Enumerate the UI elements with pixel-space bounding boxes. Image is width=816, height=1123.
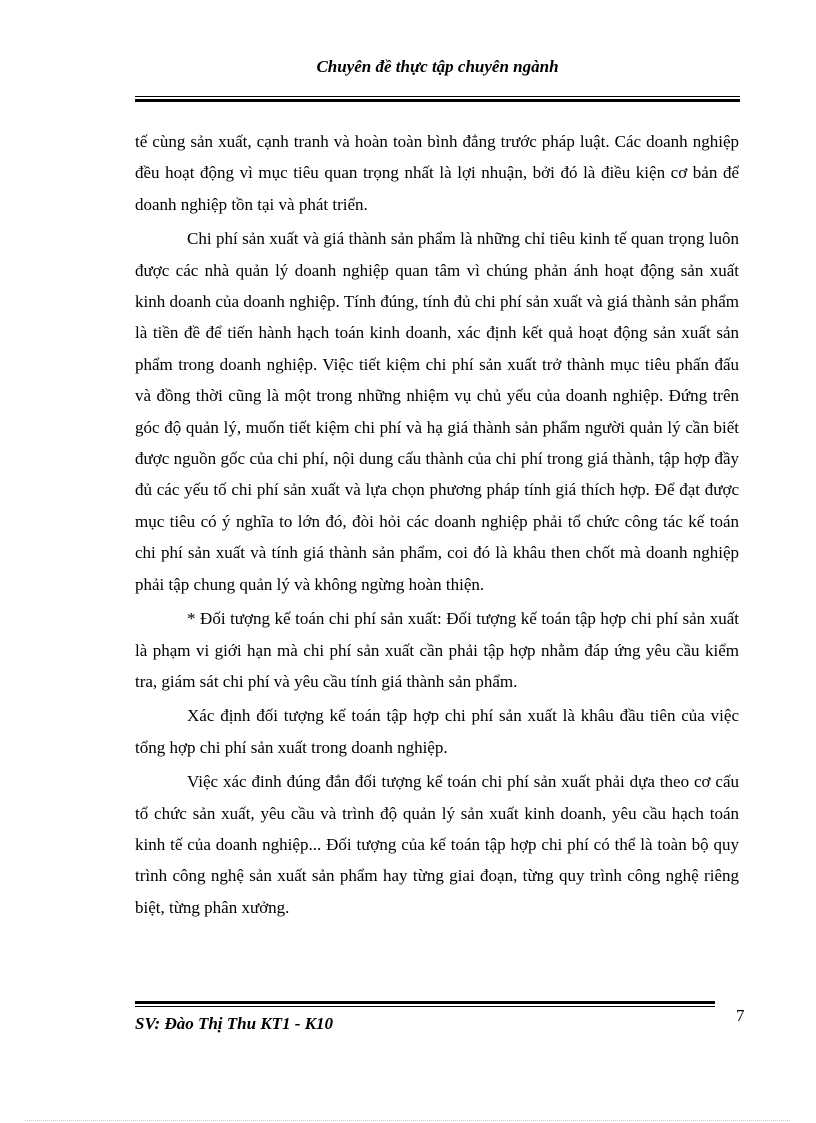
page-header-title: Chuyên đề thực tập chuyên ngành — [316, 57, 559, 76]
paragraph-3: * Đối tượng kế toán chi phí sản xuất: Đối tượng kế toán tập hợp chi phí sản xuất là phạm vi giới hạn mà chi phí sản xuất cần phải tập hợp nhằm đáp ứng yêu cầu kiểm tra, giám sát chi phí và yêu cầu tính giá thành sản phẩm. — [135, 609, 739, 691]
footer-rule-thin — [135, 1006, 715, 1007]
page-number: 7 — [736, 1006, 745, 1025]
paragraph-1: tế cùng sản xuất, cạnh tranh và hoàn toàn bình đẳng trước pháp luật. Các doanh nghiệp đều hoạt động vì mục tiêu quan trọng nhất là lợi nhuận, bởi đó là điều kiện cơ bản để doanh nghiệp tồn tại và phát triển. — [135, 132, 739, 214]
header-rule-thick — [135, 99, 740, 102]
page-edge-divider — [25, 1120, 790, 1121]
header-rule-thin — [135, 96, 740, 97]
document-body — [135, 126, 739, 926]
footer-author: SV: Đào Thị Thu KT1 - K10 — [135, 1014, 334, 1033]
paragraph-2: Chi phí sản xuất và giá thành sản phẩm là những chỉ tiêu kinh tế quan trọng luôn được các nhà quản lý doanh nghiệp quan tâm vì chúng phản ánh hoạt động sản xuất kinh doanh của doanh nghiệp. Tính đúng, tính đủ chi phí sản xuất và giá thành sản phẩm là tiền đề để tiến hành hạch toán kinh doanh, xác định kết quả hoạt động sản xuất sản phẩm trong doanh nghiệp. Việc tiết kiệm chi phí sản xuất trở thành mục tiêu phấn đấu và đồng thời cũng là một trong những nhiệm vụ chủ yếu của doanh nghiệp. Đứng trên góc độ quản lý, muốn tiết kiệm chi phí và hạ giá thành sản phẩm người quản lý cần biết được nguồn gốc của chi phí, nội dung cấu thành của chi phí trong giá thành, tập hợp đầy đủ các yếu tố chi phí sản xuất và lựa chọn phương pháp tính giá thích hợp. Để đạt được mục tiêu có ý nghĩa to lớn đó, đòi hỏi các doanh nghiệp phải tổ chức công tác kế toán chi phí sản xuất và tính giá thành sản phẩm, coi đó là khâu then chốt mà doanh nghiệp phải tập chung quản lý và không ngừng hoàn thiện. — [135, 229, 739, 594]
paragraph-5: Việc xác đinh đúng đắn đối tượng kế toán chi phí sản xuất phải dựa theo cơ cấu tổ chức sản xuất, yêu cầu và trình độ quản lý sản xuất kinh doanh, yêu cầu hạch toán kinh tế của doanh nghiệp... Đối tượng của kế toán tập hợp chi phí có thể là toàn bộ quy trình công nghệ sản xuất sản phẩm hay từng giai đoạn, từng quy trình công nghệ riêng biệt, từng phân xưởng. — [135, 772, 739, 917]
footer-rule-thick — [135, 1001, 715, 1004]
paragraph-4: Xác định đối tượng kế toán tập hợp chi phí sản xuất là khâu đầu tiên của việc tổng hợp chi phí sản xuất trong doanh nghiệp. — [135, 706, 739, 757]
